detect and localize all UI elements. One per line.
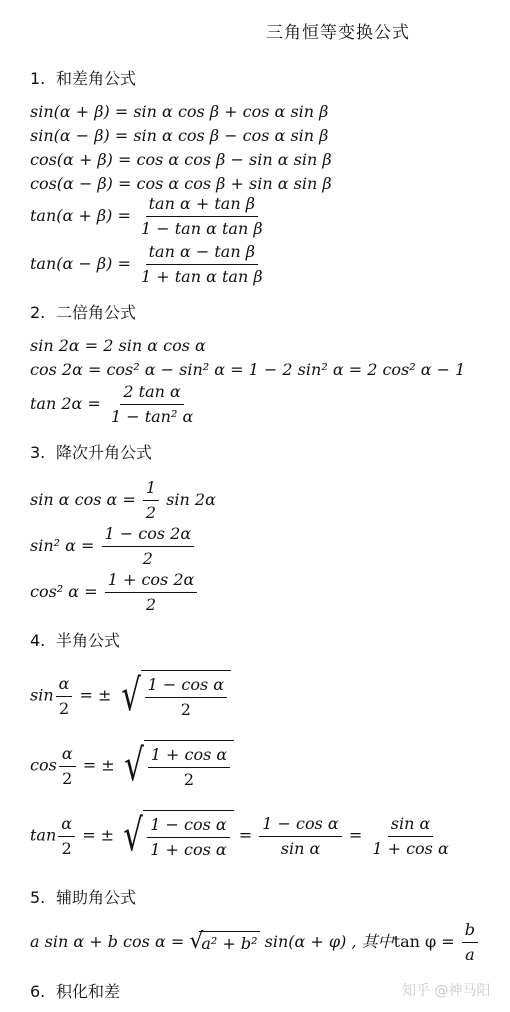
formula-sin-diff: sin(α − β) = sin α cos β − cos α sin β — [30, 126, 329, 145]
formula-reduce-cos2: cos² α = $\frac{1 + \cos 2\alpha}{2}$ — [30, 570, 199, 615]
formula-cos-sum: cos(α + β) = cos α cos β − sin α sin β — [30, 150, 332, 169]
page-title: 三角恒等变换公式 — [266, 23, 410, 43]
formula-reduce-sincos: sin α cos α = $\frac{1}{2}$ sin 2α — [30, 478, 216, 522]
formula-half-tan: tan $\frac{\alpha}{2}$ = ± √ $\frac{\text{1 − cos α}}{\text{1 + cos α}}$ = $\frac{\text{1 − cos α}}{\text{sin α}}$ = $\frac{\text{sin α}}{\text{1 + cos α}}$ — [30, 810, 449, 861]
section-heading-3: 3. 降次升角公式 — [30, 443, 153, 462]
formula-tan-sum: tan(α + β) = $\frac{\text{tan α + tan β}}{\text{1 − tan α tan β}}$ — [30, 194, 263, 238]
formula-sin-double: sin 2α = 2 sin α cos α — [30, 336, 206, 355]
formula-cos-double: cos 2α = cos² α − sin² α = 1 − 2 sin² α = 2 cos² α − 1 — [30, 360, 466, 379]
formula-tan-double: tan 2α = $\frac{\text{2 tan α}}{\text{1 − tan² α}}$ — [30, 382, 194, 426]
formula-reduce-sin2: sin² α = $\frac{1 - \cos 2\alpha}{2}$ — [30, 524, 196, 569]
section-heading-1: 1. 和差角公式 — [30, 69, 137, 88]
watermark: 知乎 @神马阳 — [402, 983, 491, 999]
formula-auxiliary-angle: a sin α + b cos α = √ a² + b² sin(α + φ) , 其中tan φ = $\frac{b}{a}$ — [30, 920, 480, 965]
section-heading-5: 5. 辅助角公式 — [30, 888, 137, 907]
formula-tan-diff: tan(α − β) = $\frac{\text{tan α − tan β}}{\text{1 + tan α tan β}}$ — [30, 242, 263, 286]
formula-sin-sum: sin(α + β) = sin α cos β + cos α sin β — [30, 102, 329, 121]
section-heading-6: 6. 积化和差 — [30, 982, 121, 1001]
formula-half-sin: sin $\frac{\alpha}{2}$ = ± √ $\frac{\text{1 − cos α}}{2}$ — [30, 670, 231, 722]
section-heading-2: 2. 二倍角公式 — [30, 303, 137, 322]
formula-cos-diff: cos(α − β) = cos α cos β + sin α sin β — [30, 174, 332, 193]
section-heading-4: 4. 半角公式 — [30, 631, 121, 650]
formula-half-cos: cos $\frac{\alpha}{2}$ = ± √ $\frac{\text{1 + cos α}}{2}$ — [30, 740, 234, 792]
